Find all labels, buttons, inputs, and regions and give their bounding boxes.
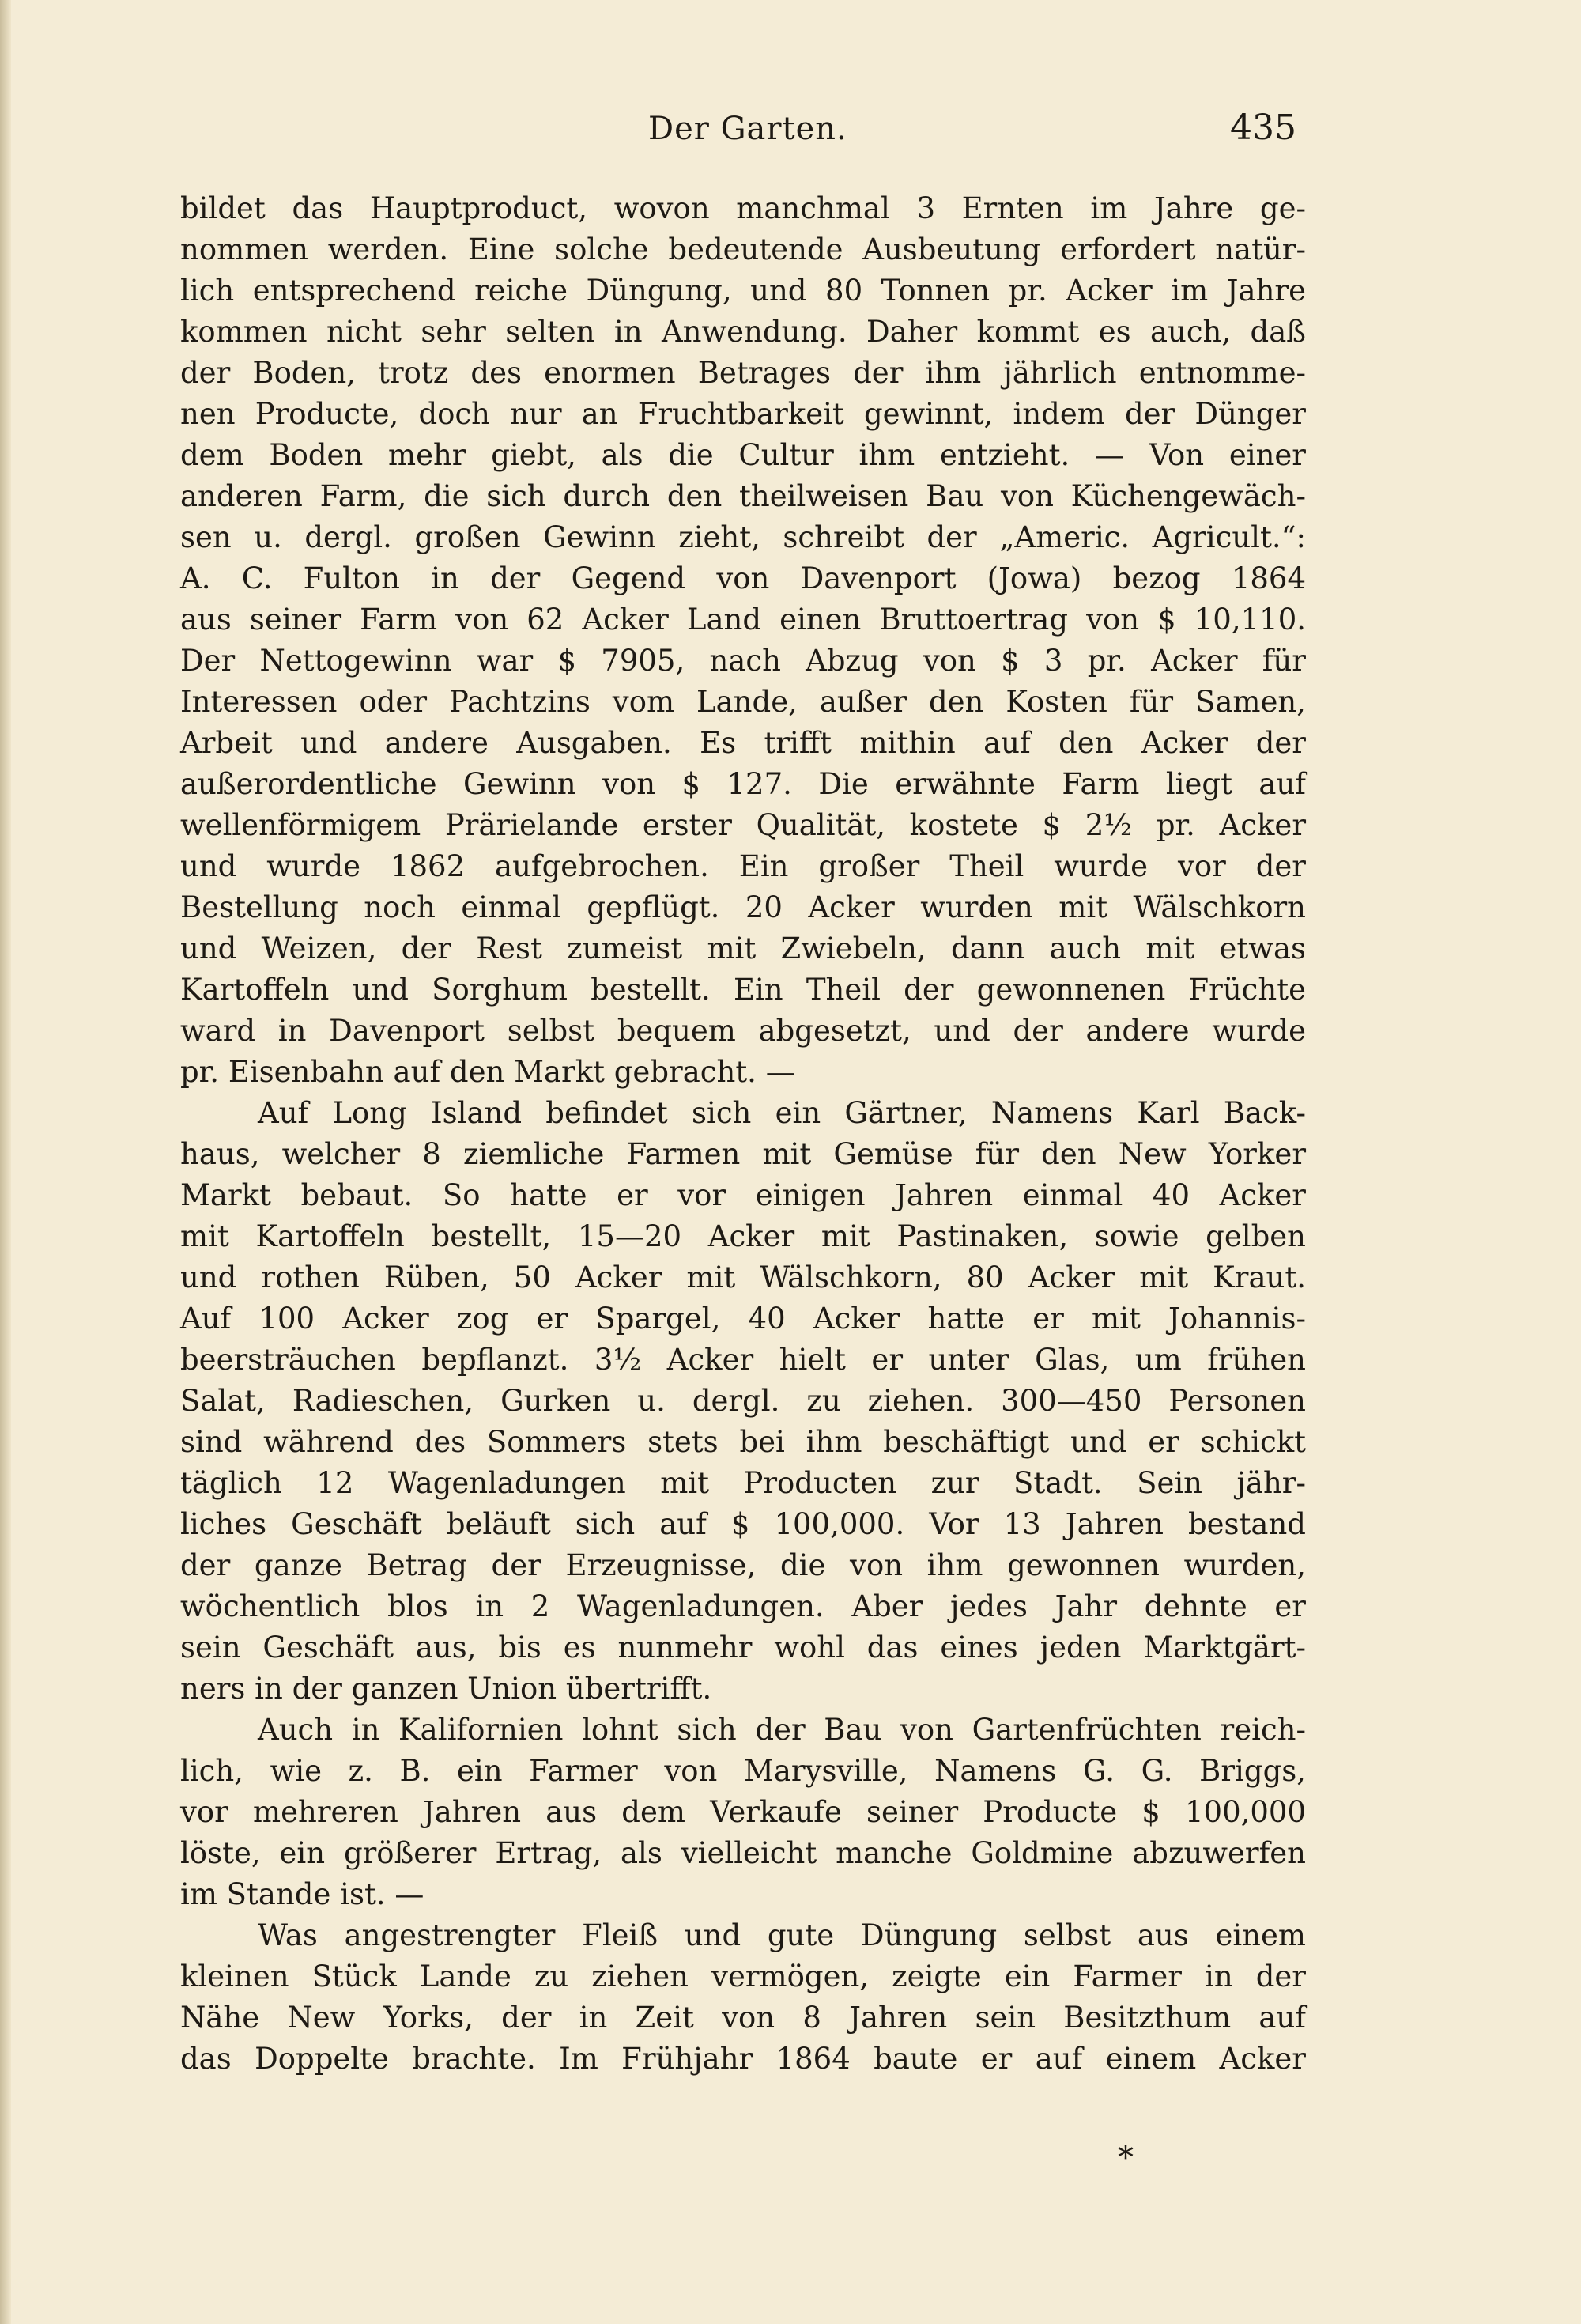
text-line: und Weizen, der Rest zumeist mit Zwiebeln, dann auch mit etwas	[180, 931, 1306, 965]
text-line: kleinen Stück Lande zu ziehen vermögen, zeigte ein Farmer in der	[180, 1959, 1306, 1993]
text-line: A. C. Fulton in der Gegend von Davenport (Jowa) bezog 1864	[180, 561, 1306, 595]
text-line: pr. Eisenbahn auf den Markt gebracht. —	[180, 1055, 795, 1089]
text-line: Arbeit und andere Ausgaben. Es trifft mithin auf den Acker der	[180, 726, 1306, 760]
text-line: löste, ein größerer Ertrag, als vielleicht manche Goldmine abzuwerfen	[180, 1836, 1306, 1870]
text-line: das Doppelte brachte. Im Frühjahr 1864 baute er auf einem Acker	[180, 2042, 1306, 2076]
text-line: Der Nettogewinn war $ 7905, nach Abzug von $ 3 pr. Acker für	[180, 644, 1306, 678]
text-line: lich entsprechend reiche Düngung, und 80 Tonnen pr. Acker im Jahre	[180, 274, 1306, 308]
text-line: sind während des Sommers stets bei ihm beschäftigt und er schickt	[180, 1425, 1306, 1459]
text-line: bildet das Hauptproduct, wovon manchmal 3 Ernten im Jahre ge-	[180, 191, 1306, 225]
running-title: Der Garten.	[648, 111, 847, 147]
text-line: Was angestrengter Fleiß und gute Düngung selbst aus einem	[258, 1918, 1306, 1952]
text-line: Salat, Radieschen, Gurken u. dergl. zu ziehen. 300—450 Personen	[180, 1384, 1306, 1418]
text-line: ners in der ganzen Union übertrifft.	[180, 1672, 712, 1706]
text-line: der Boden, trotz des enormen Betrages der ihm jährlich entnomme-	[180, 356, 1306, 390]
text-line: wellenförmigem Prärielande erster Qualität, kostete $ 2½ pr. Acker	[180, 808, 1306, 842]
text-line: sen u. dergl. großen Gewinn zieht, schreibt der „Americ. Agricult.“:	[180, 520, 1306, 554]
page-edge-shadow	[0, 0, 11, 2324]
text-line: kommen nicht sehr selten in Anwendung. Daher kommt es auch, daß	[180, 315, 1306, 349]
text-line: Kartoffeln und Sorghum bestellt. Ein Theil der gewonnenen Früchte	[180, 973, 1306, 1007]
text-line: nommen werden. Eine solche bedeutende Ausbeutung erfordert natür-	[180, 232, 1306, 266]
text-line: Bestellung noch einmal gepflügt. 20 Acker wurden mit Wälschkorn	[180, 890, 1306, 924]
text-line: Auch in Kalifornien lohnt sich der Bau von Gartenfrüchten reich-	[258, 1713, 1306, 1747]
text-line: ward in Davenport selbst bequem abgesetzt, und der andere wurde	[180, 1014, 1306, 1048]
text-line: Nähe New Yorks, der in Zeit von 8 Jahren sein Besitzthum auf	[180, 2001, 1306, 2035]
text-line: lich, wie z. B. ein Farmer von Marysville, Namens G. G. Briggs,	[180, 1754, 1306, 1788]
body-text	[180, 188, 1306, 2080]
text-line: aus seiner Farm von 62 Acker Land einen Bruttoertrag von $ 10,110.	[180, 603, 1306, 637]
page-number: 435	[1230, 108, 1296, 148]
text-line: und wurde 1862 aufgebrochen. Ein großer Theil wurde vor der	[180, 849, 1306, 883]
text-line: mit Kartoffeln bestellt, 15—20 Acker mit Pastinaken, sowie gelben	[180, 1219, 1306, 1253]
text-line: täglich 12 Wagenladungen mit Producten zur Stadt. Sein jähr-	[180, 1466, 1306, 1500]
text-line: vor mehreren Jahren aus dem Verkaufe seiner Producte $ 100,000	[180, 1795, 1306, 1829]
text-line: liches Geschäft beläuft sich auf $ 100,000. Vor 13 Jahren bestand	[180, 1507, 1306, 1541]
text-line: haus, welcher 8 ziemliche Farmen mit Gemüse für den New Yorker	[180, 1137, 1306, 1171]
text-line: nen Producte, doch nur an Fruchtbarkeit gewinnt, indem der Dünger	[180, 397, 1306, 431]
text-line: Auf Long Island befindet sich ein Gärtner, Namens Karl Back-	[258, 1096, 1306, 1130]
text-line: außerordentliche Gewinn von $ 127. Die erwähnte Farm liegt auf	[180, 767, 1306, 801]
text-line: Markt bebaut. So hatte er vor einigen Jahren einmal 40 Acker	[180, 1178, 1306, 1212]
text-line: anderen Farm, die sich durch den theilweisen Bau von Küchengewäch-	[180, 479, 1306, 513]
signature-mark: *	[1118, 2140, 1134, 2176]
text-line: und rothen Rüben, 50 Acker mit Wälschkorn, 80 Acker mit Kraut.	[180, 1260, 1306, 1294]
text-line: wöchentlich blos in 2 Wagenladungen. Aber jedes Jahr dehnte er	[180, 1589, 1306, 1623]
text-line: der ganze Betrag der Erzeugnisse, die von ihm gewonnen wurden,	[180, 1548, 1306, 1582]
text-line: dem Boden mehr giebt, als die Cultur ihm entzieht. — Von einer	[180, 438, 1306, 472]
text-line: im Stande ist. —	[180, 1877, 424, 1911]
text-line: beersträuchen bepflanzt. 3½ Acker hielt er unter Glas, um frühen	[180, 1343, 1306, 1377]
text-line: sein Geschäft aus, bis es nunmehr wohl das eines jeden Marktgärt-	[180, 1631, 1306, 1665]
text-line: Auf 100 Acker zog er Spargel, 40 Acker hatte er mit Johannis-	[180, 1302, 1306, 1336]
text-line: Interessen oder Pachtzins vom Lande, außer den Kosten für Samen,	[180, 685, 1306, 719]
